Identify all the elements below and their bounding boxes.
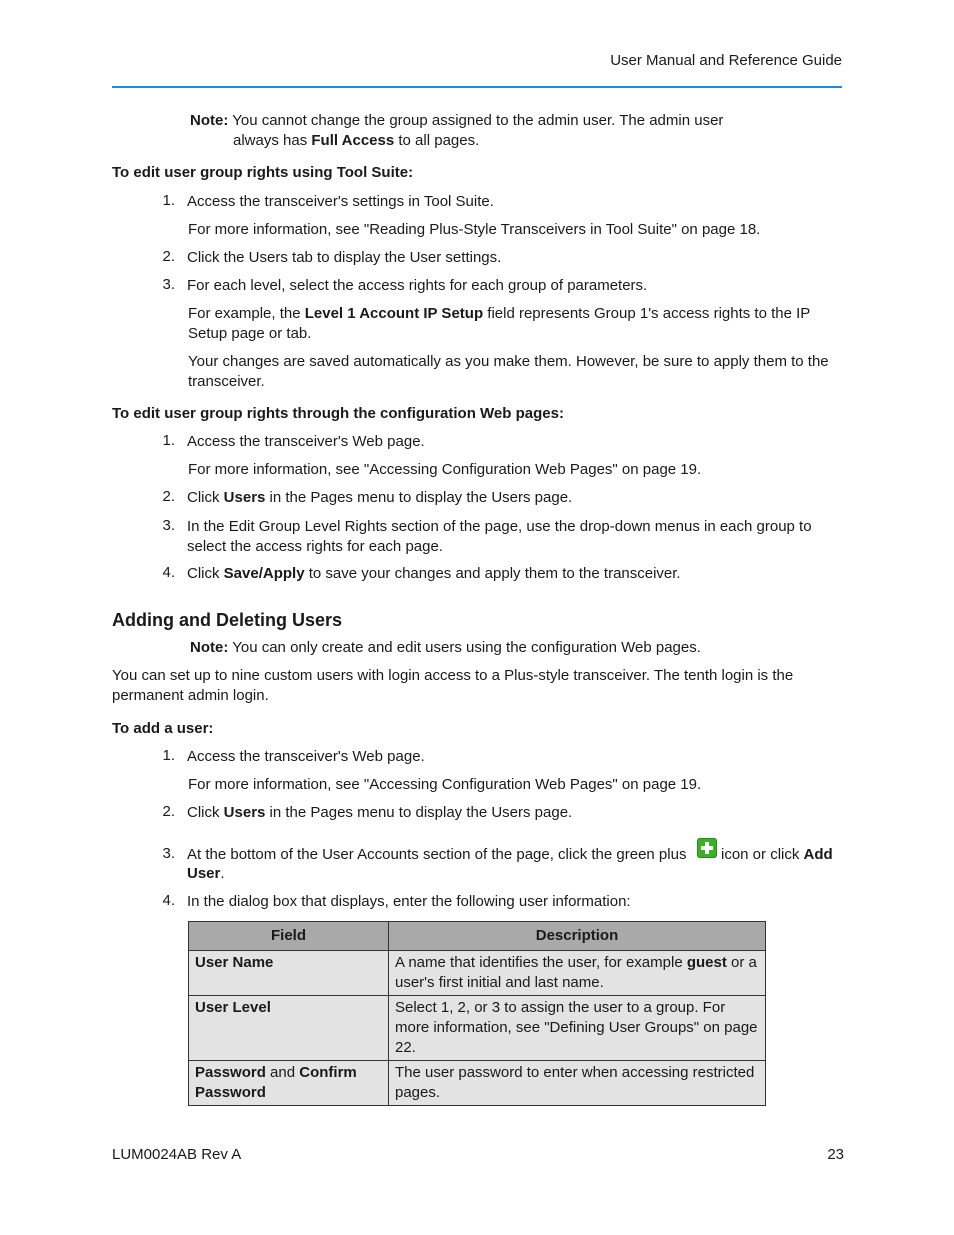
field-cell: User Name (189, 951, 389, 996)
field-cell: Password and Confirm Password (189, 1061, 389, 1106)
footer-page-number: 23 (827, 1146, 844, 1163)
note-admin: Note: You cannot change the group assigned to the admin user. The admin user (190, 112, 724, 129)
web-step-1: Access the transceiver's Web page. (187, 433, 425, 450)
toolsuite-step-2: Click the Users tab to display the User settings. (187, 249, 502, 266)
add-step-3-line2: User. (187, 865, 225, 882)
green-plus-icon (697, 838, 717, 858)
web-step-3-line2: select the access rights for each page. (187, 538, 443, 555)
intro-text-line2: permanent admin login. (112, 687, 269, 704)
description-cell: Select 1, 2, or 3 to assign the user to a group. For more information, see "Defining User Groups" on page 22. (389, 996, 766, 1061)
user-fields-table (188, 921, 766, 1106)
web-step-3: In the Edit Group Level Rights section of the page, use the drop-down menus in each group to (187, 518, 812, 535)
table-header-row (189, 922, 766, 951)
note-label: Note: (190, 112, 229, 129)
header-title: User Manual and Reference Guide (610, 52, 842, 69)
header-rule (112, 86, 842, 88)
footer-doc-id: LUM0024AB Rev A (112, 1146, 242, 1163)
table-header-field: Field (189, 922, 389, 951)
toolsuite-example-line2: Setup page or tab. (188, 325, 312, 342)
add-step-1-more: For more information, see "Accessing Configuration Web Pages" on page 19. (188, 776, 702, 793)
add-step-2: Click Users in the Pages menu to display the Users page. (187, 804, 573, 821)
note-admin-line2: always has Full Access to all pages. (233, 132, 480, 149)
web-step-2: Click Users in the Pages menu to display the Users page. (187, 489, 573, 506)
table-row (189, 1061, 766, 1106)
table-header-description: Description (389, 922, 766, 951)
heading-web: To edit user group rights through the configuration Web pages: (112, 405, 564, 422)
field-cell: User Level (189, 996, 389, 1061)
add-step-1: Access the transceiver's Web page. (187, 748, 425, 765)
web-step-1-more: For more information, see "Accessing Configuration Web Pages" on page 19. (188, 461, 702, 478)
description-cell: A name that identifies the user, for example guest or a user's first initial and last name. (389, 951, 766, 996)
toolsuite-saved: Your changes are saved automatically as you make them. However, be sure to apply them to the (188, 353, 829, 370)
add-step-3-tail: icon or click Add (721, 846, 833, 863)
description-cell: The user password to enter when accessing restricted pages. (389, 1061, 766, 1106)
heading-add-user: To add a user: (112, 720, 214, 737)
intro-text: You can set up to nine custom users with login access to a Plus-style transceiver. The tenth login is the (112, 667, 794, 684)
section-title: Adding and Deleting Users (112, 610, 343, 630)
table-row (189, 951, 766, 996)
toolsuite-saved-line2: transceiver. (188, 373, 265, 390)
add-step-4: In the dialog box that displays, enter the following user information: (187, 893, 631, 910)
toolsuite-step-3: For each level, select the access rights for each group of parameters. (187, 277, 648, 294)
heading-toolsuite: To edit user group rights using Tool Suite: (112, 164, 414, 181)
toolsuite-step-1: Access the transceiver's settings in Tool Suite. (187, 193, 494, 210)
add-step-3: At the bottom of the User Accounts section of the page, click the green plus (187, 846, 687, 863)
note-web-only: Note: You can only create and edit users using the configuration Web pages. (190, 639, 701, 656)
toolsuite-example: For example, the Level 1 Account IP Setup field represents Group 1's access rights to the IP (188, 305, 811, 322)
table-row (189, 996, 766, 1061)
web-step-4: Click Save/Apply to save your changes and apply them to the transceiver. (187, 565, 681, 582)
toolsuite-step-1-more: For more information, see "Reading Plus-Style Transceivers in Tool Suite" on page 18. (188, 221, 761, 238)
